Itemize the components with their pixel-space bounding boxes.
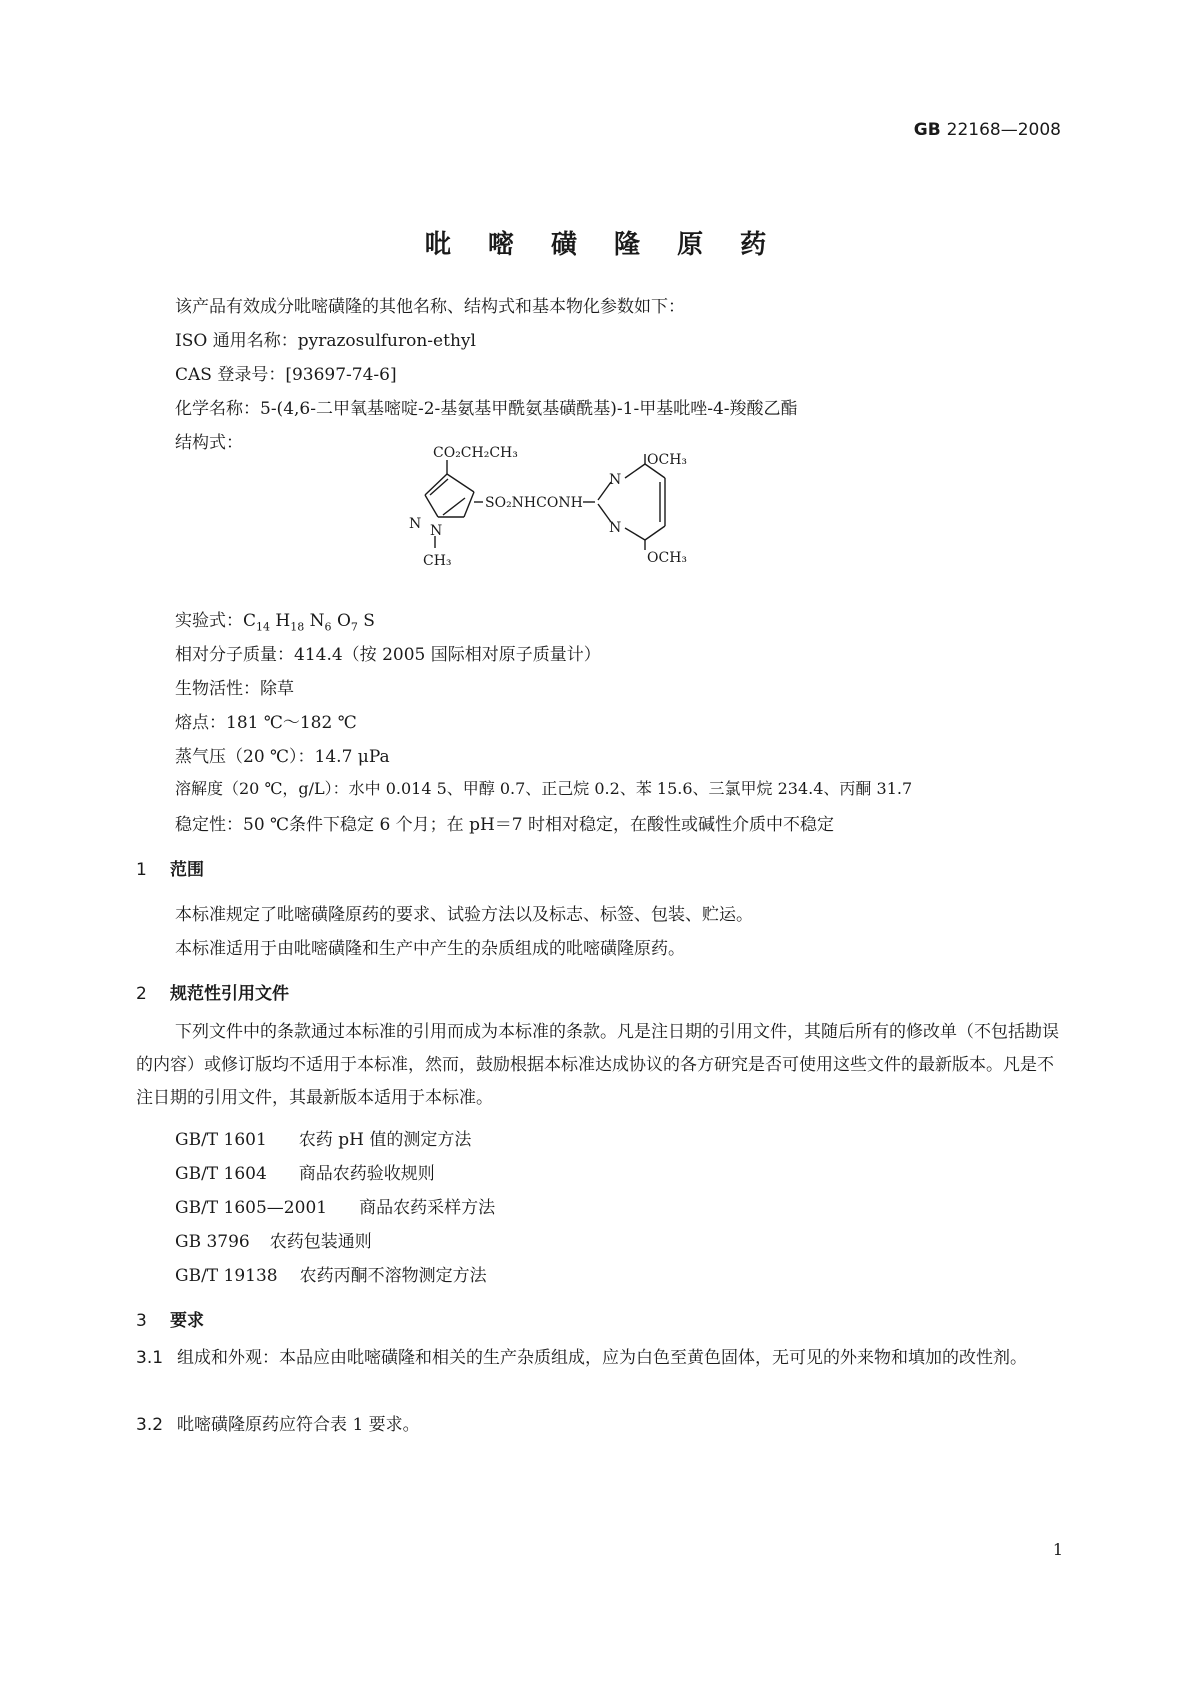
vapor-pressure: 蒸气压（20 ℃）：14.7 μPa (175, 747, 390, 767)
empirical-formula: 实验式：$C_{14}$ $H_{18}$ $N_6$ $O_7$ S (175, 611, 375, 634)
requirement-3-1: 3.1 组成和外观：本品应由吡嘧磺隆和相关的生产杂质组成，应为白色至黄色固体，无可见的外来物和填加的改性剂。 (136, 1348, 1028, 1368)
reference-item: GB/T 1601 农药 pH 值的测定方法 (175, 1130, 472, 1150)
bioactivity: 生物活性：除草 (175, 679, 294, 699)
standard-number: 22168—2008 (946, 120, 1061, 140)
requirement-3-2: 3.2 吡嘧磺隆原药应符合表 1 要求。 (136, 1415, 420, 1435)
chemical-name: 化学名称：5-(4,6-二甲氧基嘧啶-2-基氨基甲酰氨基磺酰基)-1-甲基吡唑-4-羧酸乙酯 (175, 399, 798, 419)
reference-item: GB/T 1605—2001 商品农药采样方法 (175, 1198, 496, 1218)
reference-item: GB 3796 农药包装通则 (175, 1232, 372, 1252)
section-2-heading: 2 规范性引用文件 (136, 984, 289, 1004)
section-3-heading: 3 要求 (136, 1311, 204, 1331)
section-1-heading: 1 范围 (136, 860, 204, 880)
iso-name: ISO 通用名称：pyrazosulfuron-ethyl (175, 331, 476, 351)
reference-item: GB/T 19138 农药丙酮不溶物测定方法 (175, 1266, 487, 1286)
melting-point: 熔点：181 ℃～182 ℃ (175, 713, 357, 733)
methoxy-top: OCH₃ (647, 452, 688, 468)
standard-code (0, 120, 1061, 140)
structural-formula (395, 440, 735, 600)
document-title: 吡 嘧 磺 隆 原 药 (424, 230, 781, 260)
intro-text: 该产品有效成分吡嘧磺隆的其他名称、结构式和基本物化参数如下： (175, 297, 685, 317)
scope-text-2: 本标准适用于由吡嘧磺隆和生产中产生的杂质组成的吡嘧磺隆原药。 (175, 939, 685, 959)
pyrazole-n2: N (430, 523, 443, 539)
standard-prefix: GB (913, 120, 941, 140)
pyrimidine-ring (583, 454, 665, 550)
scope-text-1: 本标准规定了吡嘧磺隆原药的要求、试验方法以及标志、标签、包装、贮运。 (175, 905, 753, 925)
references-intro: 下列文件中的条款通过本标准的引用而成为本标准的条款。凡是注日期的引用文件，其随后所有的修改单（不包括勘误的内容）或修订版均不适用于本标准，然而，鼓励根据本标准达成协议的各方研究是否可使用这些文件的最新版本。凡是不注日期的引用文件，其最新版本适用于本标准。 (136, 1022, 1059, 1108)
sulfonylurea-linker: SO₂NHCONH (485, 495, 583, 511)
pyrimidine-n2: N (609, 520, 622, 536)
ester-group: CO₂CH₂CH₃ (433, 445, 518, 461)
pyrazole-n1: N (409, 516, 422, 532)
cas-number: CAS 登录号：[93697-74-6] (175, 365, 397, 385)
reference-item: GB/T 1604 商品农药验收规则 (175, 1164, 435, 1184)
molecular-weight: 相对分子质量：414.4（按 2005 国际相对原子质量计） (175, 645, 601, 665)
solubility: 溶解度（20 ℃，g/L）：水中 0.014 5、甲醇 0.7、正己烷 0.2、苯 15.6、三氯甲烷 234.4、丙酮 31.7 (175, 779, 913, 798)
methoxy-bottom: OCH₃ (647, 550, 688, 566)
pyrimidine-n1: N (609, 472, 622, 488)
stability: 稳定性：50 ℃条件下稳定 6 个月；在 pH＝7 时相对稳定，在酸性或碱性介质中不稳定 (175, 815, 835, 835)
page-number: 1 (1052, 1540, 1063, 1559)
n-methyl: CH₃ (423, 553, 452, 569)
structure-label: 结构式： (175, 433, 243, 453)
